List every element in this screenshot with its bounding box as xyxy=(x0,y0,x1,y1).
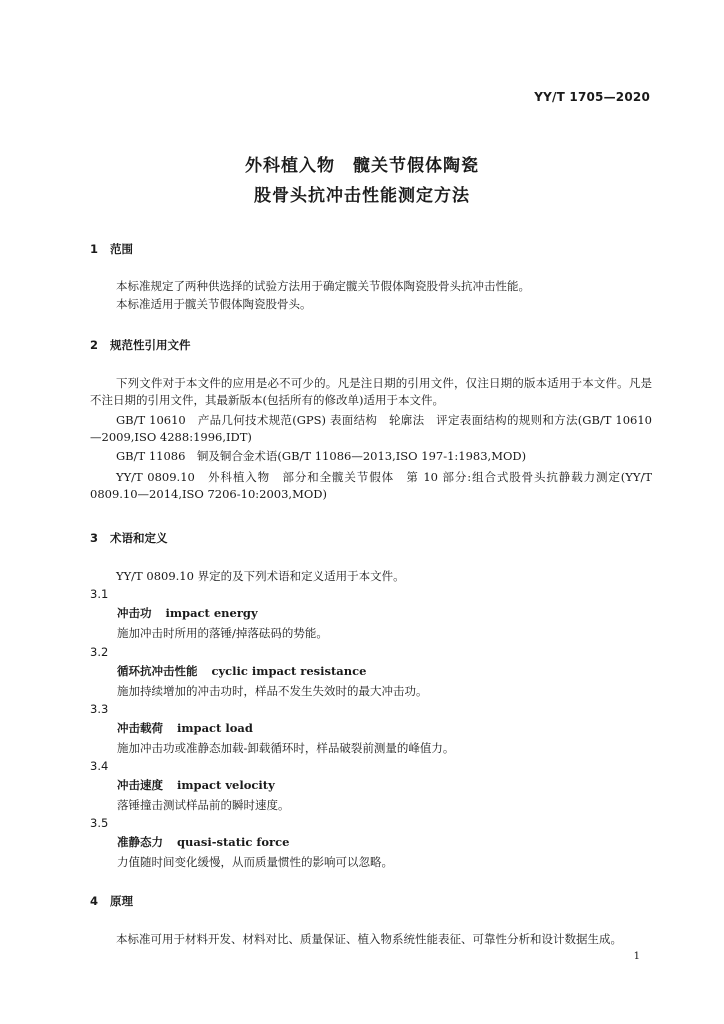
section-4-paragraph-1: 本标准可用于材料开发、材料对比、质量保证、植入物系统性能表征、可靠性分析和设计数据生成。 xyxy=(116,932,622,946)
term-chinese: 准静态力 xyxy=(117,835,163,849)
term-definition: 施加冲击功或准静态加载-卸载循环时，样品破裂前测量的峰值力。 xyxy=(117,741,455,755)
term-english: impact load xyxy=(177,721,253,735)
term-name xyxy=(117,605,258,621)
term-name xyxy=(117,777,275,793)
section-title: 范围 xyxy=(110,242,133,256)
term-definition: 施加冲击时所用的落锤/掉落砝码的势能。 xyxy=(117,626,328,640)
term-english: quasi-static force xyxy=(177,835,290,849)
section-1-heading xyxy=(90,241,133,257)
section-number: 4 xyxy=(90,894,99,908)
section-number: 3 xyxy=(90,531,99,545)
section-title: 术语和定义 xyxy=(110,531,168,545)
term-number: 3.2 xyxy=(90,645,109,659)
term-english: cyclic impact resistance xyxy=(211,664,367,678)
term-english: impact energy xyxy=(165,606,258,620)
normative-reference-1: GB/T 10610 产品几何技术规范(GPS) 表面结构 轮廓法 评定表面结构的规则和方法(GB/T 10610—2009,ISO 4288:1996,IDT) xyxy=(90,413,652,444)
term-chinese: 冲击载荷 xyxy=(117,721,163,735)
term-number: 3.3 xyxy=(90,702,109,716)
standard-code: YY/T 1705—2020 xyxy=(534,90,650,104)
section-1-paragraph-1: 本标准规定了两种供选择的试验方法用于确定髋关节假体陶瓷股骨头抗冲击性能。 xyxy=(116,279,530,293)
document-title-line-1: 外科植入物 髋关节假体陶瓷 xyxy=(245,156,479,176)
section-4-heading xyxy=(90,893,133,909)
section-2-intro: 下列文件对于本文件的应用是必不可少的。凡是注日期的引用文件，仅注日期的版本适用于本文件。凡是不注日期的引用文件，其最新版本(包括所有的修改单)适用于本文件。 xyxy=(90,376,652,407)
term-chinese: 循环抗冲击性能 xyxy=(117,664,198,678)
section-title: 规范性引用文件 xyxy=(110,338,191,352)
document-title-line-2: 股骨头抗冲击性能测定方法 xyxy=(254,186,470,206)
section-2-heading xyxy=(90,337,191,353)
term-name xyxy=(117,834,289,850)
term-number: 3.4 xyxy=(90,759,109,773)
term-number: 3.5 xyxy=(90,816,109,830)
term-chinese: 冲击功 xyxy=(117,606,152,620)
page-number: 1 xyxy=(633,951,640,962)
term-name xyxy=(117,663,366,679)
term-name xyxy=(117,720,253,736)
section-3-intro: YY/T 0809.10 界定的及下列术语和定义适用于本文件。 xyxy=(116,569,405,583)
section-1-paragraph-2: 本标准适用于髋关节假体陶瓷股骨头。 xyxy=(116,297,312,311)
section-number: 1 xyxy=(90,242,99,256)
section-title: 原理 xyxy=(110,894,133,908)
normative-reference-3: YY/T 0809.10 外科植入物 部分和全髋关节假体 第 10 部分:组合式股骨头抗静载力测定(YY/T 0809.10—2014,ISO 7206-10:2003,MOD) xyxy=(90,470,652,501)
term-definition: 力值随时间变化缓慢，从而质量惯性的影响可以忽略。 xyxy=(117,855,393,869)
term-number: 3.1 xyxy=(90,587,109,601)
term-definition: 施加持续增加的冲击功时，样品不发生失效时的最大冲击功。 xyxy=(117,684,428,698)
term-definition: 落锤撞击测试样品前的瞬时速度。 xyxy=(117,798,290,812)
term-chinese: 冲击速度 xyxy=(117,778,163,792)
normative-reference-2: GB/T 11086 铜及铜合金术语(GB/T 11086—2013,ISO 197-1:1983,MOD) xyxy=(116,449,527,463)
term-english: impact velocity xyxy=(177,778,275,792)
section-3-heading xyxy=(90,530,168,546)
section-number: 2 xyxy=(90,338,99,352)
